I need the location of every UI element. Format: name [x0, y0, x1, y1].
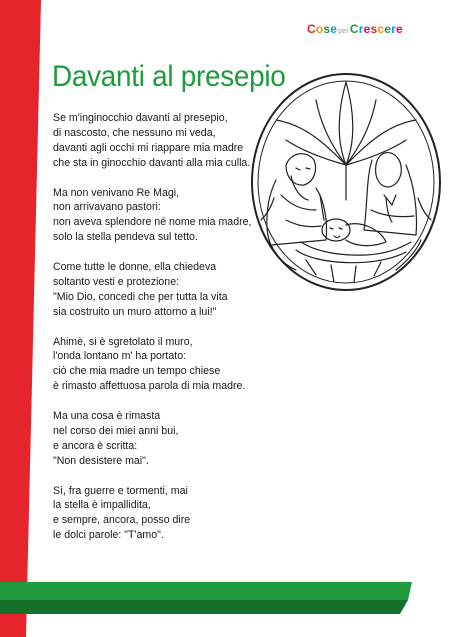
logo-letter: r — [391, 22, 396, 36]
poem-line: non aveva splendore né nome mia madre, — [53, 216, 252, 229]
poem-line: Ma una cosa è rimasta — [53, 410, 161, 423]
logo-letter: e — [330, 22, 338, 36]
poem-line: e ancora è scritta: — [53, 439, 138, 452]
logo-letter: e — [363, 22, 371, 36]
nativity-stained-glass-illustration — [246, 70, 446, 295]
poem-line: di nascosto, che nessuno mi veda, — [53, 126, 216, 139]
poem-line: Sì, fra guerre e tormenti, mai — [53, 484, 188, 497]
logo-letter: o — [315, 22, 324, 36]
poem-line: soltanto vesti e protezione: — [53, 275, 180, 288]
cose-per-crescere-logo[interactable] — [307, 22, 403, 36]
stanza — [53, 335, 283, 395]
logo-letter: C — [307, 22, 316, 36]
logo-letter: e — [384, 22, 392, 36]
poem-line: davanti agli occhi mi riappare mia madre — [53, 141, 244, 154]
stanza — [53, 484, 283, 544]
poem-line: nel corso dei miei anni bui, — [53, 424, 179, 437]
poem-line: "Mio Dio, concedi che per tutta la vita — [53, 290, 228, 303]
logo-word-crescere — [350, 22, 403, 36]
poem-line: "Non desistere mai". — [53, 454, 149, 467]
logo-word-cose — [307, 22, 337, 36]
logo-letter: C — [349, 22, 359, 36]
poem-line: Se m'inginocchio davanti al presepio, — [53, 112, 228, 124]
poem-line: Come tutte le donne, ella chiedeva — [53, 261, 217, 274]
logo-letter: r — [358, 22, 364, 36]
logo-letter: s — [370, 22, 378, 36]
logo-letter: c — [377, 22, 385, 36]
poem-title: Davanti al presepio — [52, 60, 286, 93]
stanza — [53, 409, 283, 469]
poem-line: ciò che mia madre un tempo chiese — [53, 365, 221, 378]
poem-line: e sempre, ancora, posso dire — [53, 514, 191, 527]
poem-line: la stella è impallidita, — [53, 499, 151, 512]
poem-line: le dolci parole: "T'amo". — [53, 529, 164, 542]
logo-word-per: per — [338, 28, 349, 35]
poem-line: che sta in ginocchio davanti alla mia culla. — [53, 156, 251, 169]
poem-line: l'onda lontano m' ha portato: — [53, 350, 187, 363]
poem-line: è rimasto affettuosa parola di mia madre. — [53, 380, 246, 393]
poem-line: Ma non venivano Re Magi, — [53, 186, 180, 199]
poem-line: solo la stella pendeva sul tetto. — [53, 231, 198, 244]
poem-line: non arrivavano pastori: — [53, 201, 161, 214]
logo-letter: e — [396, 22, 403, 36]
poem-line: Ahimè, si è sgretolato il muro, — [53, 335, 193, 348]
logo-letter: s — [323, 22, 331, 36]
poem-line: sia costruito un muro attorno a lui!" — [53, 305, 217, 318]
green-footer-band — [0, 570, 450, 637]
